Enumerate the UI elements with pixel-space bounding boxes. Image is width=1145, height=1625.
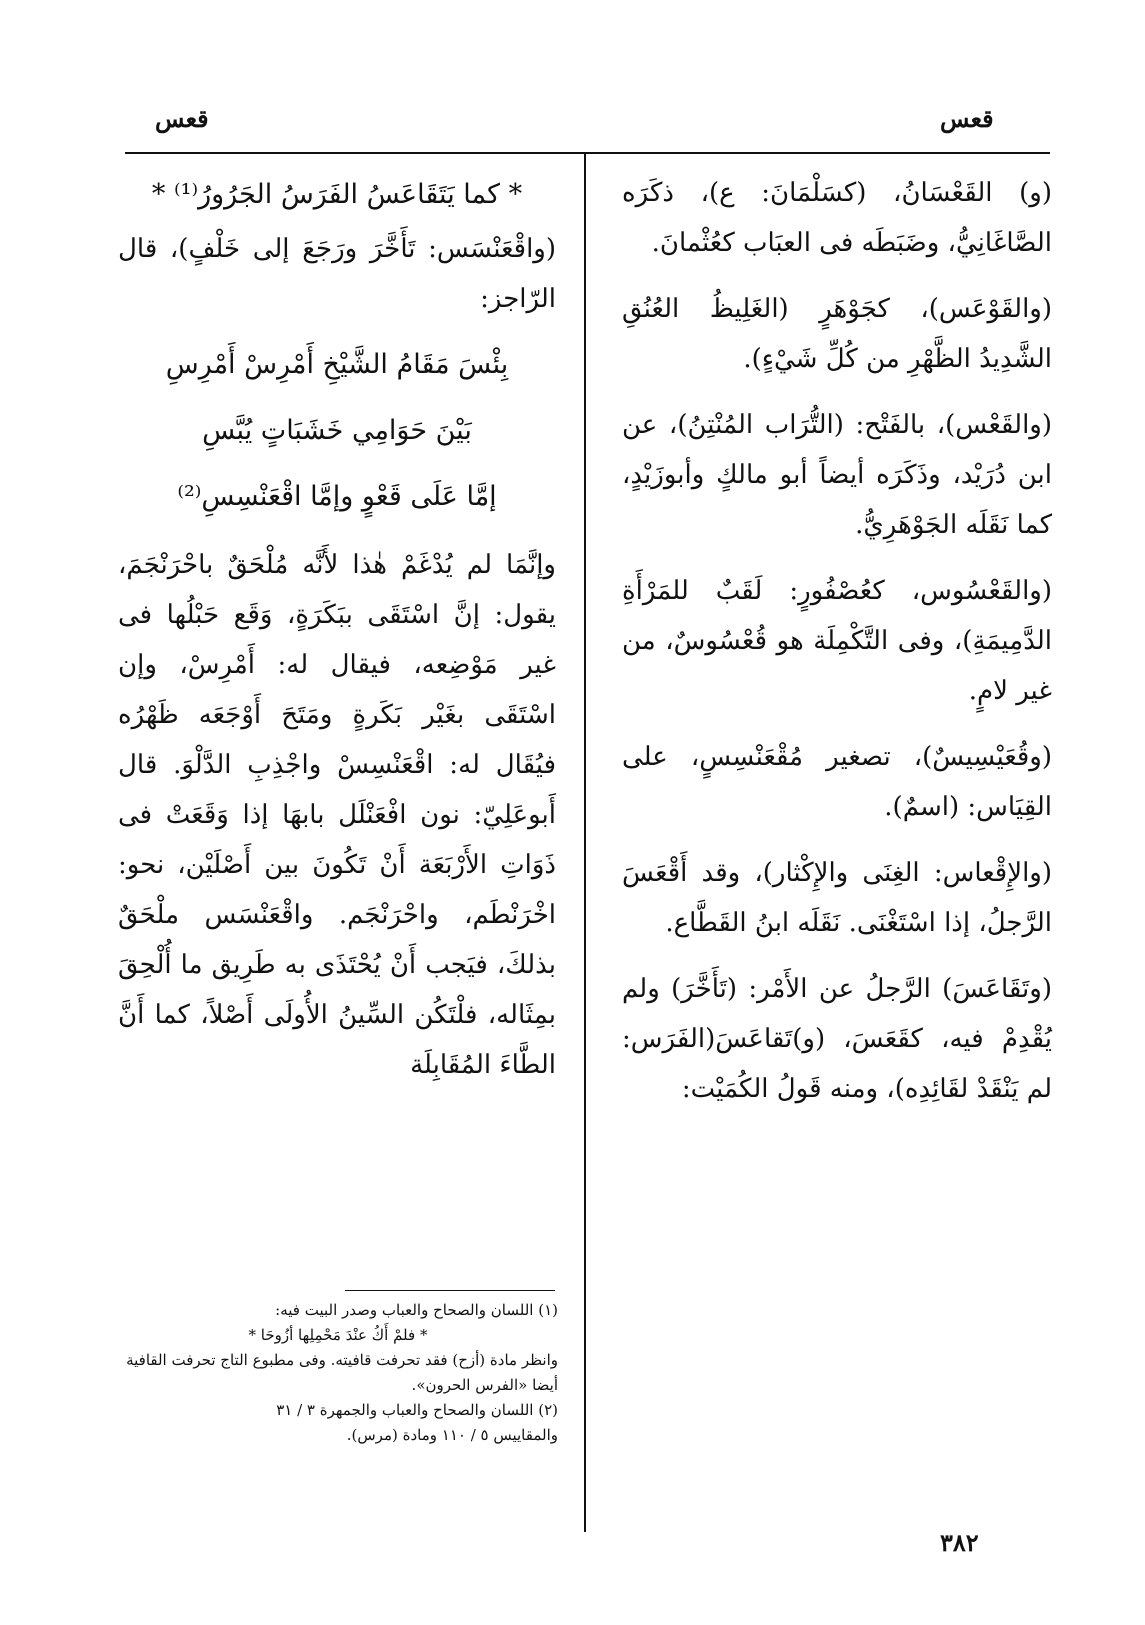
entry-paragraph: (واقْعَنْسَس: تَأَخَّرَ ورَجَعَ إلى خَلْفٍ)، قال الرّاجز: (118, 234, 556, 314)
footnote-rule (345, 1290, 555, 1291)
entry-paragraph: وإنَّمَا لم يُدْغَمْ هٰذا لأَنَّه مُلْحَقٌ باحْرَنْجَمَ، يقول: إنَّ اسْتَقَى ببَكَرَةٍ، وَقَع حَبْلُها فى غير مَوْضِعه، فيقال له: أَمْرِسْ، وإن اسْتَقَى بغَيْر بَكَرةٍ ومَتَحَ أَوْجَعَه ظَهْرُه فيُقَال له: اقْعَنْسِسْ واجْذِبِ الدَّلْوَ. قال أَبوعَلِيّ: نون افْعَنْلَل بابهَا إذا وَقَعَتْ فى ذَوَاتِ الأَرْبَعَة أَنْ تَكُونَ بين أَصْلَيْن، نحو: اخْرَنْطَم، واحْرَنْجَم. واقْعَنْسَس ملْحَقٌ بذلكَ، فيَجب أَنْ يُحْتَذَى به طَرِيق ما أُلْحِقَ بمِثَاله، فلْتَكُن السِّينُ الأُولَى أَصْلاً، كما أَنَّ الطَّاءَ المُقَابِلَة (118, 550, 556, 1080)
left-column (118, 168, 556, 1106)
footnote-text: (١) اللسان والصحاح والعباب وصدر البيت فيه: (275, 1301, 558, 1319)
footnotes (118, 1298, 558, 1448)
verse-line: بَيْنَ حَوَامِي خَشَبَاتٍ يُبَّسِ (202, 415, 472, 446)
footnote-text: والمقاييس ٥ / ١١٠ ومادة (مرس). (346, 1426, 558, 1444)
entry-paragraph: (وتَقَاعَسَ) الرَّجلُ عن الأَمْر: (تَأَخَّرَ) ولم يُقْدِمْ فيه، كقَعَسَ، (و)تَقاعَسَ(الفَرَس: لم يَنْقَدْ لقَائِدِه)، ومنه قَولُ الكُمَيْت: (622, 974, 1052, 1104)
entry-paragraph: (والقَوْعَس)، كجَوْهَرٍ (الغَلِيظُ العُنُقِ الشَّدِيدُ الظَّهْرِ من كُلِّ شَيْءٍ). (622, 294, 1052, 374)
footnote-verse: * فلمْ أَكُ عنْدَ مَحْمِلِها أزُوحَا * (248, 1326, 428, 1344)
quoted-verse-line: * كما يَتَقَاعَسُ الفَرَسُ الجَرُورُ⁽¹⁾ * (151, 179, 523, 210)
right-column (622, 168, 1052, 1130)
entry-paragraph: (والقَعْسُوس، كعُصْفُورٍ: لَقَبٌ للمَرْأَةِ الدَّمِيمَةِ)، وفى التَّكْمِلَة هو قُعْسُوسٌ، من غير لامٍ. (622, 576, 1052, 706)
header-entry-word-left: قعس (155, 104, 209, 133)
footnote-text: وانظر مادة (أزح) فقد تحرفت قافيته. وفى مطبوع التاج تحرفت القافية أيضا «الفرس الحرون». (126, 1351, 558, 1394)
entry-paragraph: (والإِقْعاس: الغِنَى والإِكْثار)، وقد أَقْعَسَ الرَّجلُ، إذا اسْتَغْنَى. نَقَلَه ابنُ القَطَّاع. (622, 858, 1052, 938)
header-entry-word-right: قعس (940, 104, 994, 133)
page-number: ٣٨٢ (940, 1528, 979, 1557)
column-divider (584, 152, 586, 1532)
entry-paragraph: (وقُعَيْسِيسٌ)، تصغير مُقْعَنْسِسٍ، على القِيَاس: (اسمٌ). (622, 742, 1052, 822)
verse-line: بِئْسَ مَقَامُ الشَّيْخِ أَمْرِسْ أَمْرِسِ (165, 349, 509, 380)
footnote-text: (٢) اللسان والصحاح والعباب والجمهرة ٣ / ٣١ (276, 1401, 558, 1419)
entry-paragraph: (و) القَعْسَانُ، (كسَلْمَانَ: ع)، ذكَرَه الصَّاغَانِيُّ، وضَبَطَه فى العبَاب كعُثْمانَ. (622, 178, 1052, 258)
verse-line: إمَّا عَلَى قَعْوٍ وإمَّا اقْعَنْسِسِ⁽²⁾ (177, 481, 497, 512)
header-rule (125, 152, 1050, 154)
entry-paragraph: (والقَعْس)، بالفَتْح: (التُّرَاب المُنْتِنُ)، عن ابن دُرَيْد، وذَكَرَه أيضاً أبو مالكٍ وأبوزَيْدٍ، كما نَقَلَه الجَوْهَرِيُّ. (622, 410, 1052, 540)
